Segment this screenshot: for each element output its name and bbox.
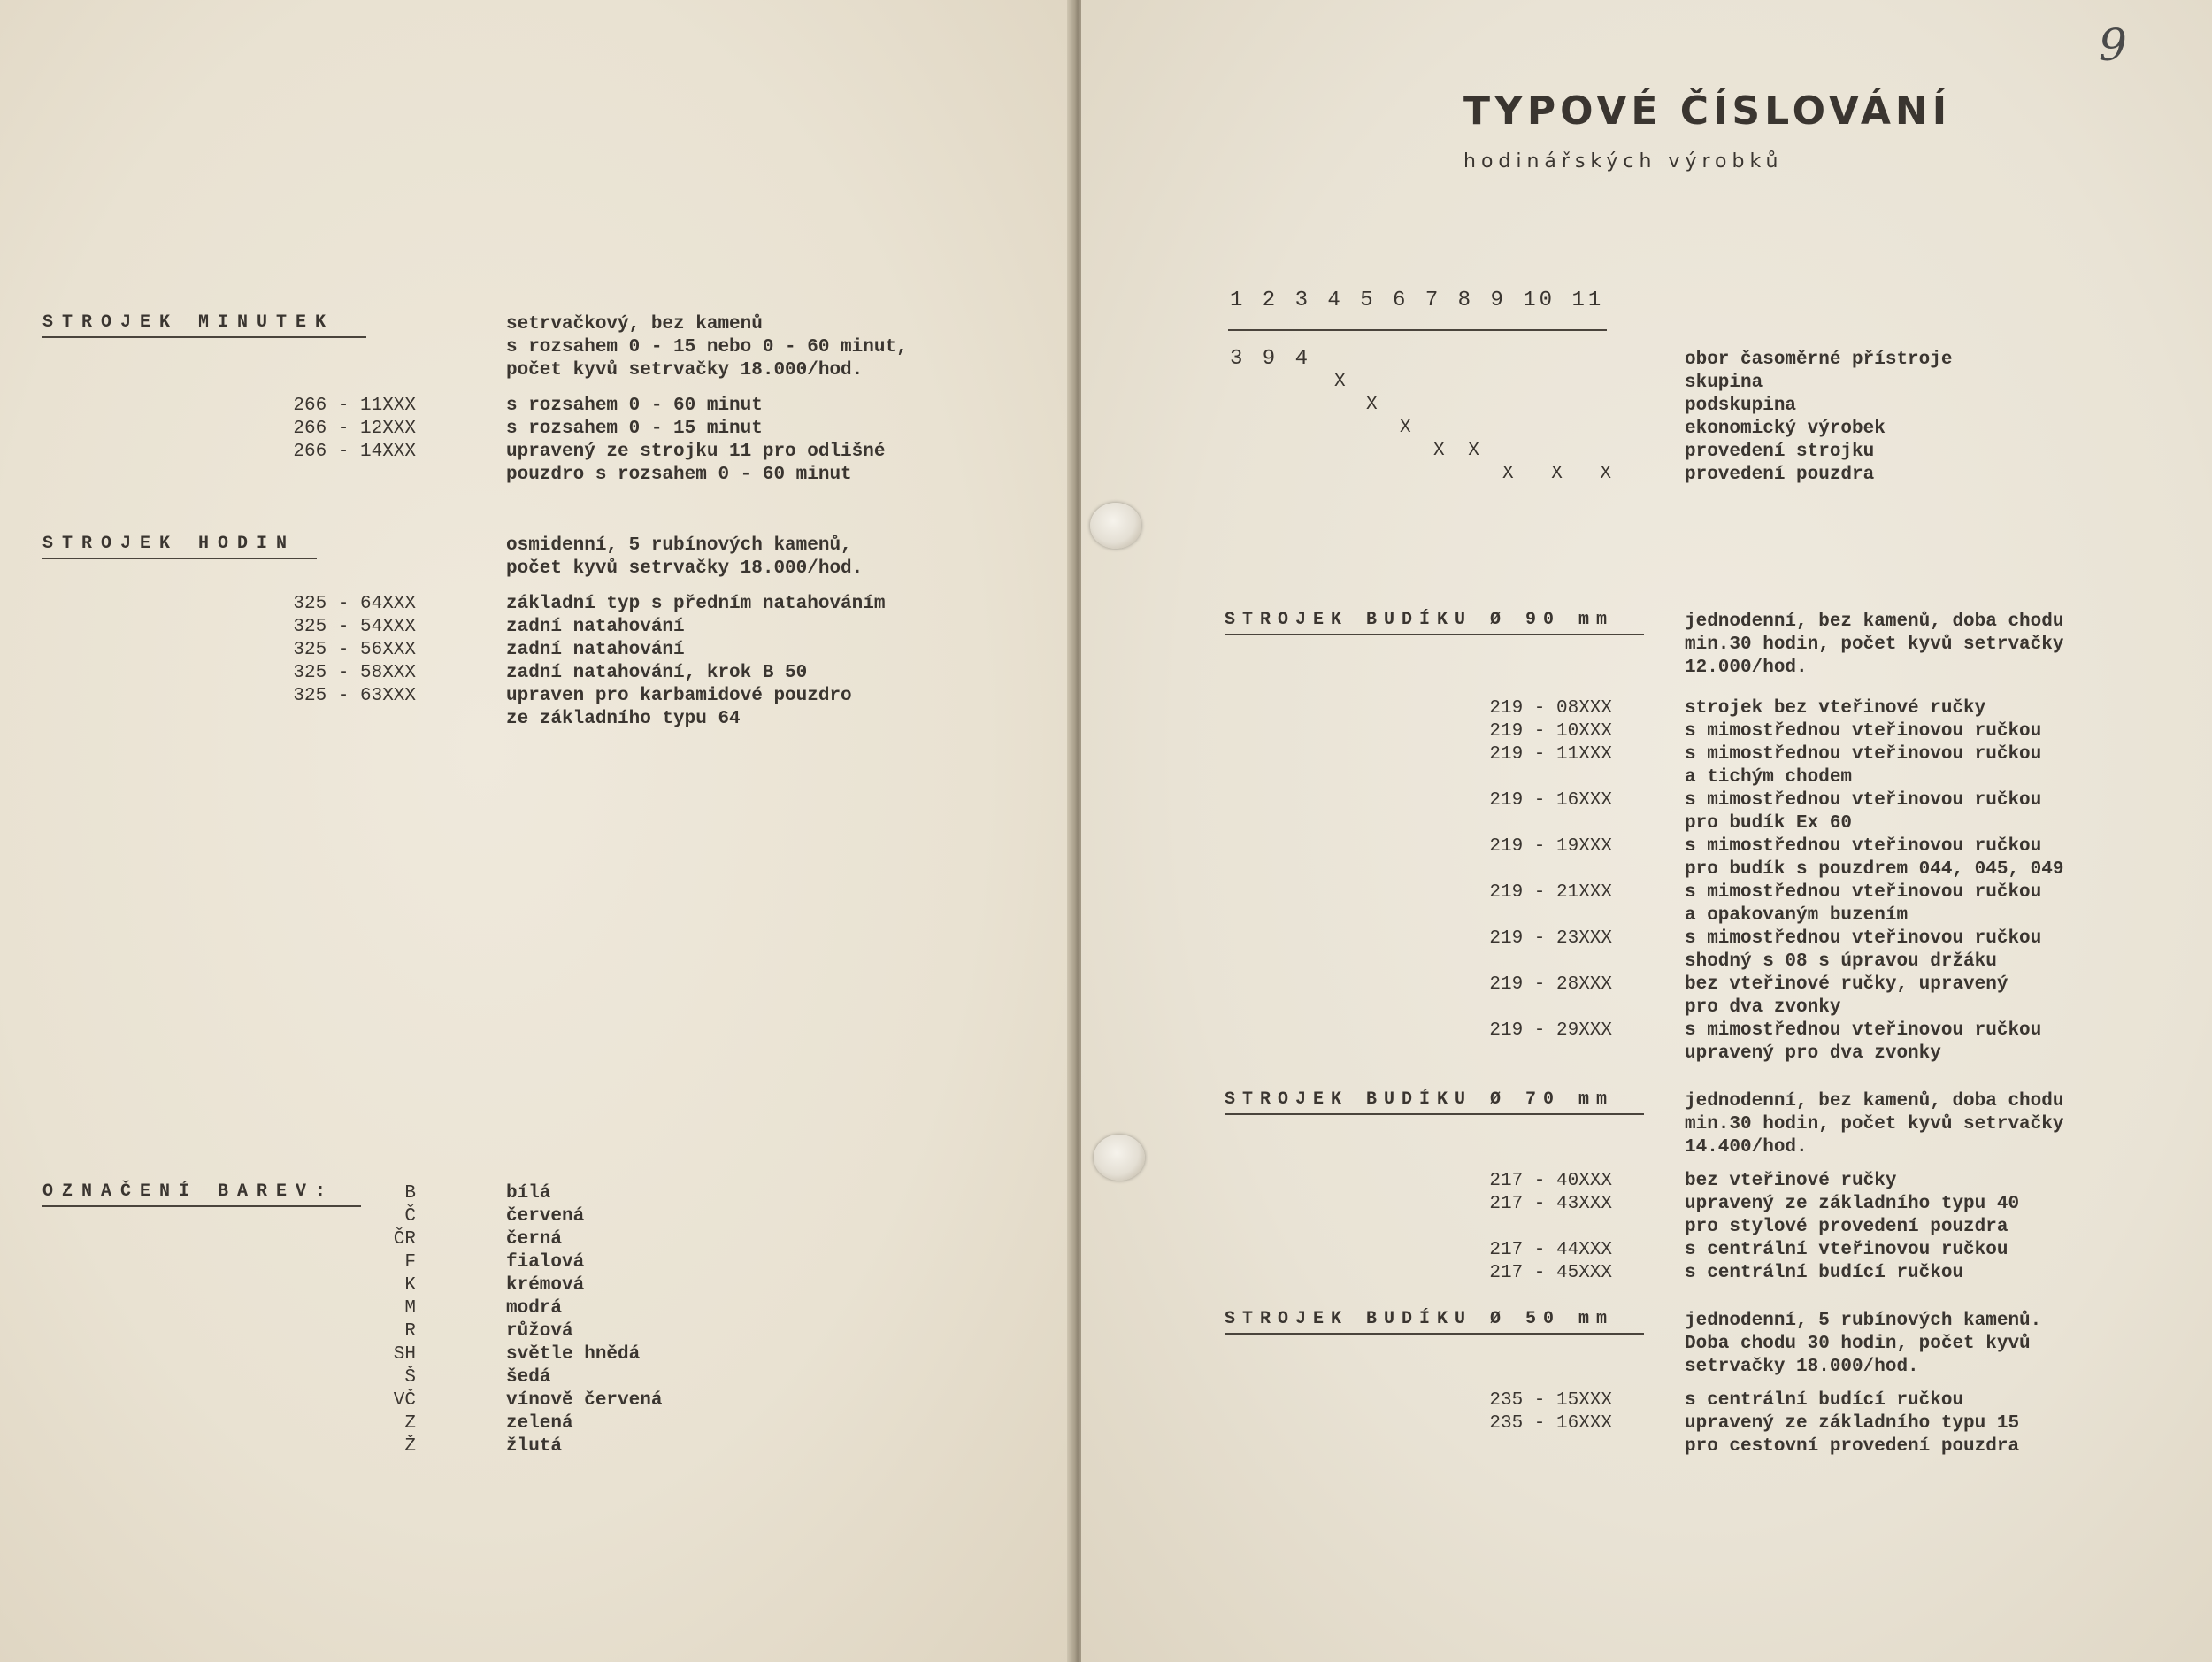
type-description: pro stylové provedení pouzdra [1685, 1217, 2008, 1237]
right-page [1081, 0, 2212, 1662]
intro-line: jednodenní, bez kamenů, doba chodu [1685, 1091, 2064, 1112]
heading-oznaceni-barev: OZNAČENÍ BAREV: [42, 1181, 335, 1202]
type-description: pouzdro s rozsahem 0 - 60 minut [506, 465, 852, 485]
page-title: TYPOVÉ ČÍSLOVÁNÍ [1463, 88, 1952, 134]
type-description: bez vteřinové ručky [1685, 1171, 1897, 1191]
color-name: krémová [506, 1275, 585, 1296]
type-description: s mimostřednou vteřinovou ručkou [1685, 836, 2042, 857]
color-code: K [404, 1275, 416, 1296]
intro-line: jednodenní, bez kamenů, doba chodu [1685, 612, 2064, 632]
color-name: fialová [506, 1252, 585, 1273]
type-description: s mimostřednou vteřinovou ručkou [1685, 744, 2042, 765]
scheme-x-mark: X [1334, 372, 1346, 392]
intro-line: Doba chodu 30 hodin, počet kyvů [1685, 1334, 2031, 1354]
heading-underline [1225, 1113, 1644, 1115]
color-name: žlutá [506, 1436, 563, 1457]
scheme-x-mark: X X [1433, 441, 1479, 461]
type-code: 217 - 43XXX [1489, 1194, 1612, 1214]
heading-underline [42, 336, 366, 338]
type-description: s rozsahem 0 - 15 minut [506, 419, 763, 439]
scheme-label: ekonomický výrobek [1685, 419, 1886, 439]
scheme-label: podskupina [1685, 396, 1797, 416]
type-description: a tichým chodem [1685, 767, 1853, 788]
heading-strojek-hodin: STROJEK HODIN [42, 534, 296, 554]
scheme-label: skupina [1685, 373, 1763, 393]
type-description: s centrální vteřinovou ručkou [1685, 1240, 2008, 1260]
color-name: zelená [506, 1413, 573, 1434]
color-code: Ž [404, 1436, 416, 1457]
intro-line: s rozsahem 0 - 15 nebo 0 - 60 minut, [506, 337, 908, 358]
type-description: s centrální budící ručkou [1685, 1390, 1964, 1411]
type-code: 325 - 56XXX [293, 640, 416, 660]
type-code: 217 - 44XXX [1489, 1240, 1612, 1260]
intro-line: jednodenní, 5 rubínových kamenů. [1685, 1311, 2042, 1331]
color-name: vínově červená [506, 1390, 663, 1411]
type-code: 325 - 54XXX [293, 617, 416, 637]
page-subtitle: hodinářských výrobků [1463, 150, 1784, 173]
type-description: a opakovaným buzením [1685, 905, 1909, 926]
type-code: 266 - 11XXX [293, 396, 416, 416]
type-description: upravený ze základního typu 15 [1685, 1413, 2020, 1434]
type-description: pro cestovní provedení pouzdra [1685, 1436, 2020, 1457]
color-code: SH [393, 1344, 416, 1365]
intro-line: 14.400/hod. [1685, 1137, 1808, 1158]
type-description: pro budík Ex 60 [1685, 813, 1853, 834]
color-name: šedá [506, 1367, 551, 1388]
type-description: základní typ s předním natahováním [506, 594, 886, 614]
heading-underline [1225, 1333, 1644, 1335]
binding-hole [1090, 503, 1141, 549]
type-description: s mimostřednou vteřinovou ručkou [1685, 928, 2042, 949]
type-description: upraven pro karbamidové pouzdro [506, 686, 852, 706]
type-code: 219 - 08XXX [1489, 698, 1612, 719]
scheme-label: provedení strojku [1685, 442, 1875, 462]
binding-hole [1094, 1135, 1145, 1181]
heading-underline [1225, 634, 1644, 635]
type-description: upravený pro dva zvonky [1685, 1043, 1941, 1064]
intro-line: počet kyvů setrvačky 18.000/hod. [506, 558, 864, 579]
scheme-x-mark: X [1366, 395, 1378, 415]
color-code: VČ [393, 1390, 416, 1411]
type-code: 217 - 45XXX [1489, 1263, 1612, 1283]
intro-line: min.30 hodin, počet kyvů setrvačky [1685, 1114, 2064, 1135]
type-code: 219 - 21XXX [1489, 882, 1612, 903]
digits-underline [1228, 329, 1607, 331]
intro-line: setrvačkový, bez kamenů [506, 314, 763, 335]
type-description: s mimostřednou vteřinovou ručkou [1685, 1020, 2042, 1041]
scheme-x-mark: X X X [1502, 464, 1612, 484]
intro-line: setrvačky 18.000/hod. [1685, 1357, 1919, 1377]
type-description: bez vteřinové ručky, upravený [1685, 974, 2008, 995]
type-code: 325 - 63XXX [293, 686, 416, 706]
type-code: 219 - 11XXX [1489, 744, 1612, 765]
type-code: 325 - 64XXX [293, 594, 416, 614]
type-code: 219 - 19XXX [1489, 836, 1612, 857]
intro-line: počet kyvů setrvačky 18.000/hod. [506, 360, 864, 381]
color-code: M [404, 1298, 416, 1319]
type-description: s mimostřednou vteřinovou ručkou [1685, 882, 2042, 903]
type-description: pro budík s pouzdrem 044, 045, 049 [1685, 859, 2064, 880]
color-code: R [404, 1321, 416, 1342]
type-code: 219 - 23XXX [1489, 928, 1612, 949]
scheme-x-mark: X [1400, 418, 1411, 438]
type-code: 219 - 16XXX [1489, 790, 1612, 811]
type-description: zadní natahování [506, 640, 685, 660]
heading-strojek-minutek: STROJEK MINUTEK [42, 312, 335, 333]
color-name: černá [506, 1229, 563, 1250]
type-description: zadní natahování [506, 617, 685, 637]
type-description: upravený ze základního typu 40 [1685, 1194, 2020, 1214]
intro-line: min.30 hodin, počet kyvů setrvačky [1685, 635, 2064, 655]
type-code: 266 - 12XXX [293, 419, 416, 439]
type-code: 219 - 28XXX [1489, 974, 1612, 995]
heading-budik-50: STROJEK BUDÍKU Ø 50 mm [1225, 1309, 1615, 1329]
type-description: s rozsahem 0 - 60 minut [506, 396, 763, 416]
type-code: 217 - 40XXX [1489, 1171, 1612, 1191]
heading-budik-90: STROJEK BUDÍKU Ø 90 mm [1225, 610, 1615, 630]
scheme-label: provedení pouzdra [1685, 465, 1875, 485]
color-code: ČR [393, 1229, 416, 1250]
type-description: shodný s 08 s úpravou držáku [1685, 951, 1997, 972]
type-description: pro dva zvonky [1685, 997, 1841, 1018]
color-name: bílá [506, 1183, 551, 1204]
type-description: strojek bez vteřinové ručky [1685, 698, 1986, 719]
type-description: ze základního typu 64 [506, 709, 741, 729]
type-code: 235 - 16XXX [1489, 1413, 1612, 1434]
intro-line: 12.000/hod. [1685, 658, 1808, 678]
type-description: zadní natahování, krok B 50 [506, 663, 808, 683]
heading-budik-70: STROJEK BUDÍKU Ø 70 mm [1225, 1089, 1615, 1110]
type-code: 219 - 10XXX [1489, 721, 1612, 742]
intro-line: osmidenní, 5 rubínových kamenů, [506, 535, 852, 556]
color-name: růžová [506, 1321, 573, 1342]
color-name: červená [506, 1206, 585, 1227]
type-code: 219 - 29XXX [1489, 1020, 1612, 1041]
type-code: 325 - 58XXX [293, 663, 416, 683]
heading-underline [42, 558, 317, 559]
type-description: upravený ze strojku 11 pro odlišné [506, 442, 886, 462]
color-code: Z [404, 1413, 416, 1434]
type-description: s centrální budící ručkou [1685, 1263, 1964, 1283]
digit-positions: 1 2 3 4 5 6 7 8 9 10 11 [1230, 289, 1605, 312]
type-description: s mimostřednou vteřinovou ručkou [1685, 790, 2042, 811]
heading-underline [42, 1205, 361, 1207]
color-name: modrá [506, 1298, 563, 1319]
scheme-prefix: 3 9 4 [1230, 347, 1312, 371]
page-number: 9 [2099, 19, 2127, 71]
color-code: Č [404, 1206, 416, 1227]
scheme-label: obor časoměrné přístroje [1685, 350, 1953, 370]
color-code: Š [404, 1367, 416, 1388]
color-code: F [404, 1252, 416, 1273]
type-description: s mimostřednou vteřinovou ručkou [1685, 721, 2042, 742]
type-code: 266 - 14XXX [293, 442, 416, 462]
color-code: B [404, 1183, 416, 1204]
left-page [0, 0, 1072, 1662]
type-code: 235 - 15XXX [1489, 1390, 1612, 1411]
color-name: světle hnědá [506, 1344, 641, 1365]
